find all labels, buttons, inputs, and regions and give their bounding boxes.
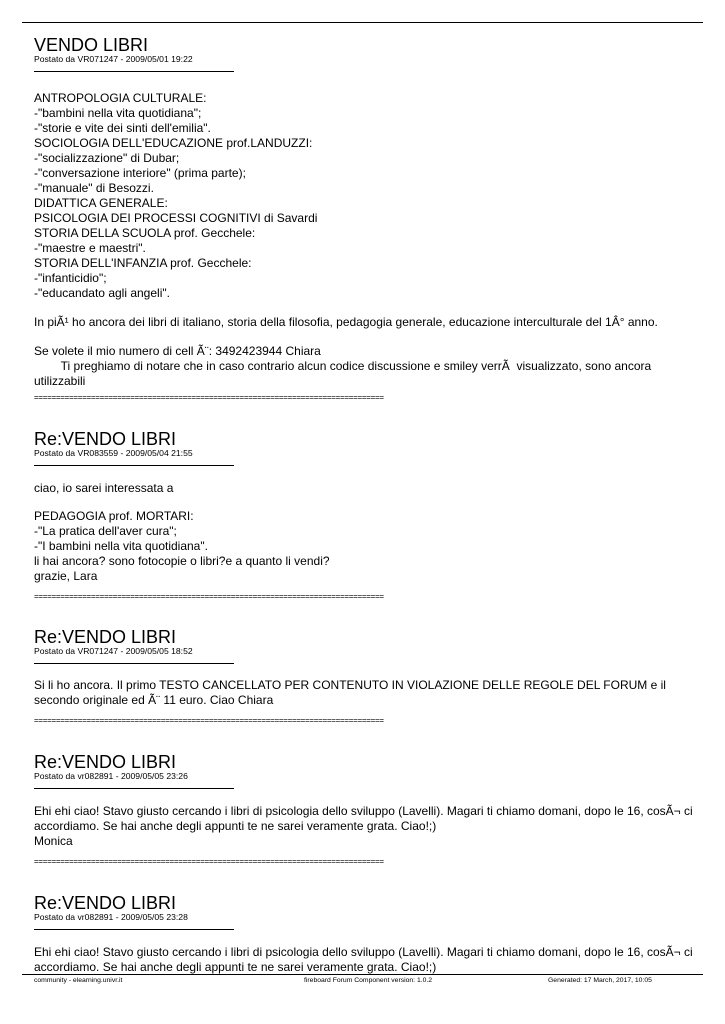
- body-line: Monica: [34, 834, 73, 848]
- body-line: [34, 301, 694, 315]
- meta-underline: [34, 663, 234, 664]
- body-line: [34, 330, 694, 344]
- body-line: In piÃ¹ ho ancora dei libri di italiano, storia della filosofia, pedagogia generale, educazione interculturale del 1Â° anno.: [34, 315, 658, 329]
- body-line: -"La pratica dell'aver cura";: [34, 524, 177, 538]
- post-meta: Postato da VR083559 - 2009/05/04 21:55: [34, 448, 193, 458]
- body-line: -"socializzazione" di Dubar;: [34, 151, 180, 165]
- body-line: -"conversazione interiore" (prima parte);: [34, 166, 246, 180]
- body-line: PSICOLOGIA DEI PROCESSI COGNITIVI di Savardi: [34, 211, 318, 225]
- post-title: Re:VENDO LIBRI: [34, 627, 177, 647]
- meta-underline: [34, 788, 234, 789]
- meta-underline: [34, 71, 234, 72]
- forum-post: [34, 893, 697, 975]
- body-line: -"manuale" di Besozzi.: [34, 181, 154, 195]
- footer-generated: Generated: 17 March, 2017, 10:05: [548, 977, 652, 984]
- post-title: Re:VENDO LIBRI: [34, 752, 177, 772]
- post-body: [34, 91, 694, 389]
- body-line: ANTROPOLOGIA CULTURALE:: [34, 91, 207, 105]
- post-title: VENDO LIBRI: [34, 35, 149, 55]
- post-meta: Postato da VR071247 - 2009/05/01 19:22: [34, 54, 193, 64]
- post-body: [34, 945, 697, 975]
- body-line: Ehi ehi ciao! Stavo giusto cercando i libri di psicologia dello sviluppo (Lavelli). Magari ti chiamo domani, dopo le 16, cosÃ¬ ci accordiamo. Se hai anche degli appunti te ne sarei veramente grata. Ciao!;): [34, 804, 697, 833]
- post-separator: ================================================================================: [34, 592, 384, 601]
- body-line: Ti preghiamo di notare che in caso contrario alcun codice discussione e smiley verrÃ visualizzato, sono ancora utilizzabili: [34, 359, 655, 388]
- body-line: -"maestre e maestri".: [34, 241, 146, 255]
- meta-underline: [34, 929, 234, 930]
- post-separator: ================================================================================: [34, 716, 384, 725]
- body-line: STORIA DELLA SCUOLA prof. Gecchele:: [34, 226, 256, 240]
- post-body: [34, 804, 697, 849]
- body-line: -"bambini nella vita quotidiana";: [34, 106, 202, 120]
- post-meta: Postato da vr082891 - 2009/05/05 23:26: [34, 771, 188, 781]
- post-body: [34, 481, 694, 584]
- body-line: ciao, io sarei interessata a: [34, 481, 174, 495]
- forum-post: [34, 628, 694, 726]
- post-separator: ================================================================================: [34, 393, 384, 402]
- forum-post: [34, 430, 694, 602]
- meta-underline: [34, 465, 234, 466]
- footer-site: community - elearning.univr.it: [34, 977, 123, 984]
- body-line: DIDATTICA GENERALE:: [34, 196, 168, 210]
- post-body: [34, 678, 694, 708]
- forum-post: [34, 36, 694, 403]
- bottom-rule: [22, 974, 703, 975]
- top-rule: [22, 22, 703, 23]
- forum-thread: [34, 35, 697, 975]
- body-line: li hai ancora? sono fotocopie o libri?e a quanto li vendi?: [34, 554, 330, 568]
- post-meta: Postato da vr082891 - 2009/05/05 23:28: [34, 912, 188, 922]
- body-line: -"educandato agli angeli".: [34, 286, 170, 300]
- post-title: Re:VENDO LIBRI: [34, 893, 177, 913]
- body-line: -"storie e vite dei sinti dell'emilia".: [34, 121, 211, 135]
- body-line: STORIA DELL'INFANZIA prof. Gecchele:: [34, 256, 252, 270]
- body-line: [34, 496, 694, 509]
- footer-component: fireboard Forum Component version: 1.0.2: [304, 977, 433, 984]
- body-line: Ehi ehi ciao! Stavo giusto cercando i libri di psicologia dello sviluppo (Lavelli). Magari ti chiamo domani, dopo le 16, cosÃ¬ ci accordiamo. Se hai anche degli appunti te ne sarei veramente grata. Ciao!;): [34, 945, 697, 974]
- body-line: -"infanticidio";: [34, 271, 107, 285]
- body-line: Si li ho ancora. Il primo TESTO CANCELLATO PER CONTENUTO IN VIOLAZIONE DELLE REGOLE DEL FORUM e il secondo originale ed Ã¨ 11 euro. Ciao Chiara: [34, 678, 670, 707]
- body-line: SOCIOLOGIA DELL'EDUCAZIONE prof.LANDUZZI:: [34, 136, 313, 150]
- body-line: PEDAGOGIA prof. MORTARI:: [34, 509, 194, 523]
- body-line: -"I bambini nella vita quotidiana".: [34, 539, 208, 553]
- body-line: Se volete il mio numero di cell Ã¨: 3492423944 Chiara: [34, 344, 321, 358]
- forum-post: [34, 752, 697, 867]
- body-line: grazie, Lara: [34, 569, 98, 583]
- post-title: Re:VENDO LIBRI: [34, 429, 177, 449]
- post-separator: ================================================================================: [34, 857, 384, 866]
- post-meta: Postato da VR071247 - 2009/05/05 18:52: [34, 646, 193, 656]
